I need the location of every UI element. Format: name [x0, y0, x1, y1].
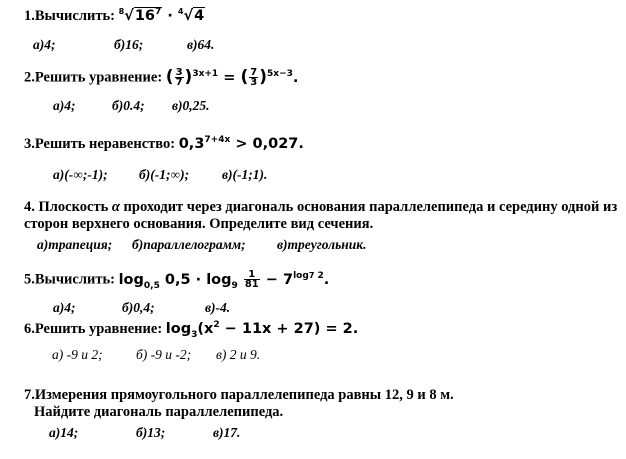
- root-index: 8: [118, 7, 125, 16]
- question-5: [24, 270, 329, 291]
- radicand: 4: [194, 8, 205, 24]
- q7-option-b: б)13;: [136, 425, 166, 440]
- fraction-denominator: 81: [244, 279, 259, 290]
- log-base: 3: [191, 330, 198, 340]
- minus-seven: − 7: [260, 271, 294, 288]
- period: .: [292, 69, 299, 86]
- log-argument: 0,5 ·: [159, 271, 207, 288]
- question-6: [24, 321, 358, 340]
- question-3: [24, 136, 304, 155]
- question-6-expression: [165, 320, 359, 340]
- exponent: 7+4x: [204, 135, 231, 145]
- question-6-text: 6.Решить уравнение:: [24, 321, 163, 337]
- exponent: 2: [213, 320, 220, 330]
- expression-rest: − 11x + 27) = 2.: [219, 321, 359, 337]
- question-4-text-b: проходит через диагональ основания параллелепипеда и середину одной из: [123, 199, 618, 215]
- question-1: [24, 8, 205, 27]
- q3-option-c: в)(-1;1).: [222, 167, 268, 182]
- question-1-expression: $^8√16^7 \cdot ^4√4$: [118, 7, 205, 24]
- q5-option-c: в)-4.: [205, 300, 231, 315]
- fraction-denominator: 3: [250, 77, 258, 88]
- q3-option-b: б)(-1;∞);: [139, 167, 190, 182]
- q2-option-c: в)0,25.: [172, 98, 210, 113]
- q1-option-c: в)64.: [187, 37, 215, 52]
- question-2-text: 2.Решить уравнение:: [24, 69, 163, 86]
- q4-option-c: в)треугольник.: [277, 237, 367, 252]
- q6-option-c: в) 2 и 9.: [216, 347, 261, 362]
- exponent: 5x−3: [267, 68, 293, 79]
- expression-open: (x: [197, 321, 214, 337]
- fraction-denominator: 7: [175, 77, 183, 88]
- q7-option-a: а)14;: [49, 425, 79, 440]
- q4-option-a: а)трапеция;: [37, 237, 113, 252]
- exponent-log-argument: 2: [314, 270, 324, 281]
- alpha-symbol: α: [111, 199, 120, 215]
- question-5-text: 5.Вычислить:: [24, 271, 115, 288]
- q6-option-b: б) -9 и -2;: [136, 347, 192, 362]
- q1-option-a: а)4;: [33, 37, 56, 52]
- q6-option-a: а) -9 и 2;: [52, 347, 103, 362]
- log-operator: log: [118, 271, 144, 288]
- question-2: [24, 68, 298, 89]
- log-operator: log: [165, 321, 192, 337]
- question-2-expression: ( $\frac{3}{7}$ )$^{3x+1}$ = ( $\frac{7}{3}$ )$^{5x-3}$.: [165, 66, 299, 88]
- fraction-numerator: 1: [244, 270, 260, 280]
- q1-option-b: б)16;: [114, 37, 144, 52]
- dot-operator: ·: [167, 8, 173, 24]
- fraction-numerator: 7: [250, 67, 258, 78]
- question-3-text: 3.Решить неравенство:: [24, 136, 176, 152]
- exponent: 3x+1: [192, 68, 219, 79]
- exponent-log: log: [293, 270, 309, 281]
- equals-sign: =: [223, 69, 236, 86]
- base: 0,3: [178, 136, 205, 152]
- fraction-numerator: 3: [175, 67, 183, 78]
- inequality-rest: > 0,027.: [230, 136, 304, 152]
- question-7-line-1: 7.Измерения прямоугольного параллелепипеда равны 12, 9 и 8 м.: [24, 387, 454, 403]
- q5-option-b: б)0,4;: [122, 300, 155, 315]
- radicand: 16: [134, 8, 156, 24]
- question-4-line-2: сторон верхнего основания. Определите вид сечения.: [24, 216, 374, 232]
- question-1-text: 1.Вычислить:: [24, 8, 115, 24]
- log-operator: log: [206, 271, 232, 288]
- exponent-log-base: 7: [308, 270, 315, 280]
- q3-option-a: а)(-∞;-1);: [53, 167, 108, 182]
- question-5-expression: [118, 269, 330, 291]
- q2-option-a: а)4;: [53, 98, 76, 113]
- question-3-expression: [179, 136, 304, 152]
- period: .: [323, 271, 330, 288]
- question-7-line-2: Найдите диагональ параллелепипеда.: [34, 404, 284, 420]
- root-index: 4: [177, 7, 184, 16]
- q4-option-b: б)параллелограмм;: [132, 237, 246, 252]
- log-base: 9: [231, 280, 238, 291]
- question-4-text-a: 4. Плоскость: [24, 199, 109, 215]
- exponent: 7: [155, 7, 162, 17]
- q2-option-b: б)0.4;: [112, 98, 145, 113]
- q5-option-a: а)4;: [53, 300, 76, 315]
- log-base: 0,5: [143, 280, 160, 291]
- question-4: [24, 199, 617, 216]
- q7-option-c: в)17.: [213, 425, 241, 440]
